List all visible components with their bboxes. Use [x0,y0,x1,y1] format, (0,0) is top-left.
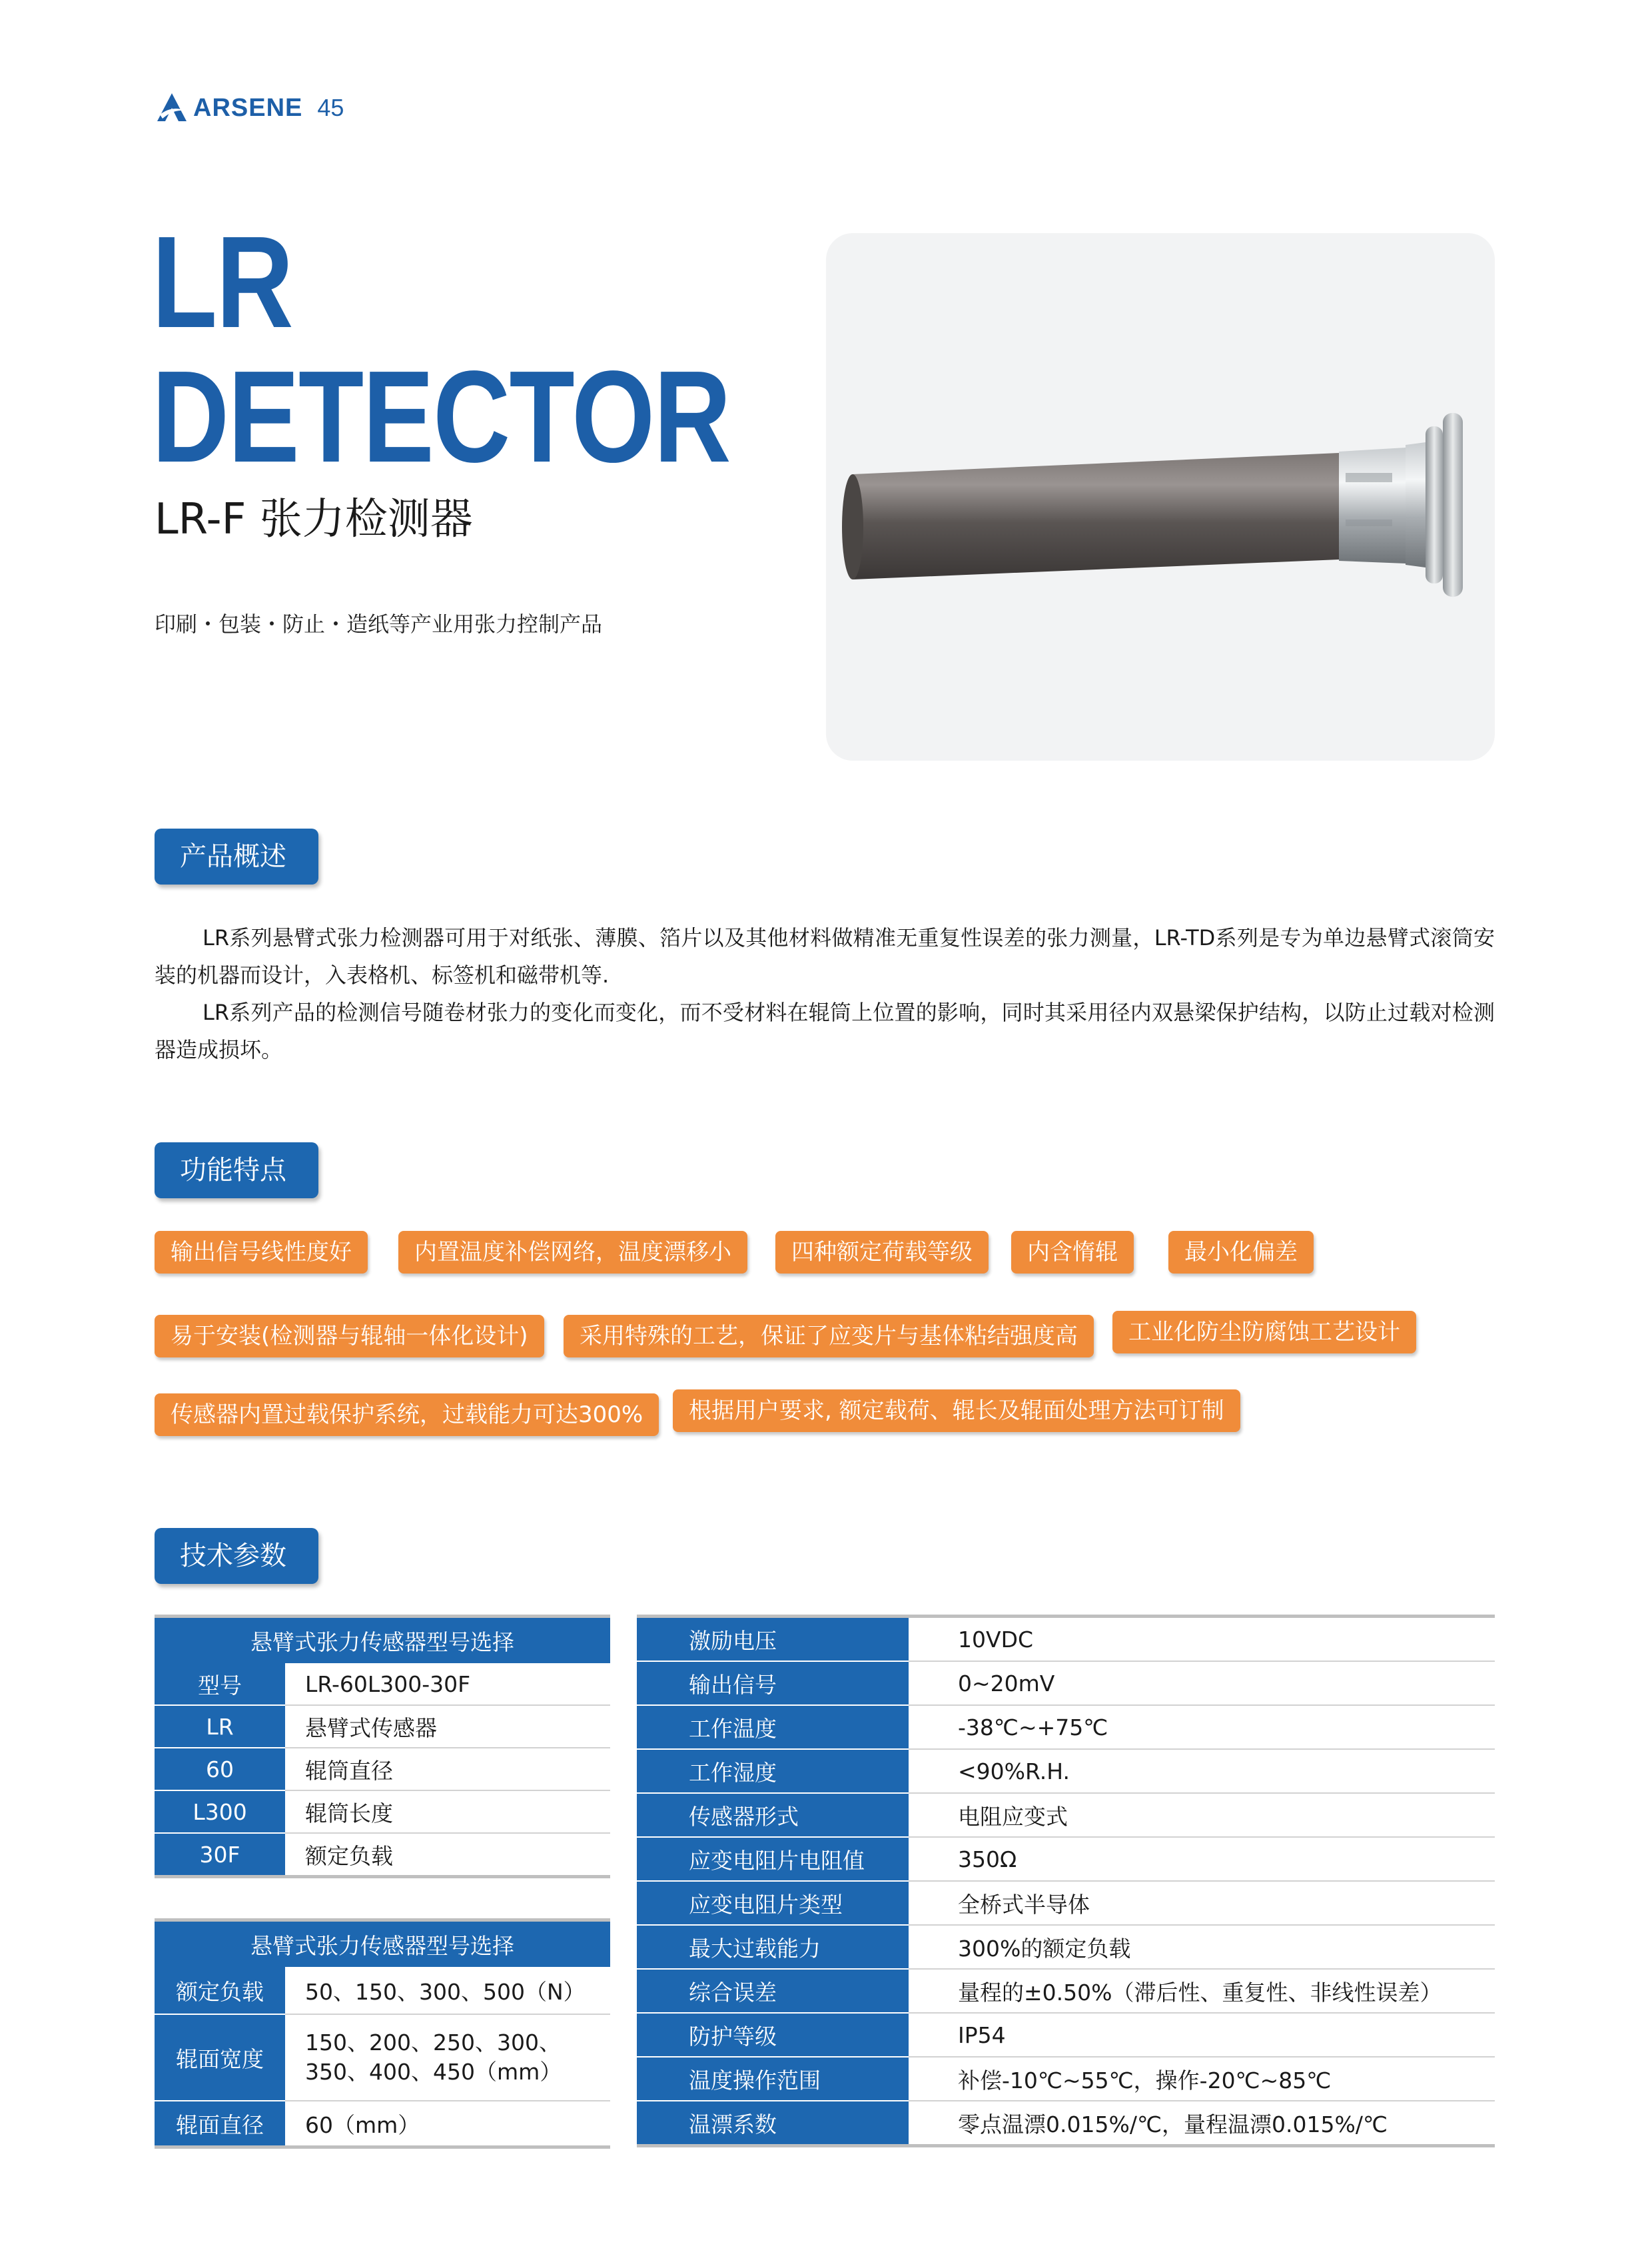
row-value: 辊筒直径 [285,1748,610,1790]
arsene-logo-icon [155,91,189,125]
spec-key: 综合误差 [637,1969,909,2013]
row-value-line-1: 150、200、250、300、 [305,2030,561,2055]
spec-value: 300%的额定负载 [909,1925,1495,1969]
feature-tag: 根据用户要求, 额定载荷、辊长及辊面处理方法可订制 [673,1389,1240,1432]
product-subtitle: LR-F 张力检测器 [155,495,473,544]
table-row [637,1837,1495,1881]
table-row [155,1663,610,1705]
product-photo [826,233,1495,761]
spec-key: 防护等级 [637,2013,909,2057]
table-row [637,1705,1495,1749]
row-key: 辊面直径 [155,2101,285,2147]
table-row [637,1793,1495,1837]
header [155,91,344,125]
feature-tag: 工业化防尘防腐蚀工艺设计 [1112,1311,1416,1353]
row-key: L300 [155,1790,285,1833]
spec-value: 量程的±0.50%（滞后性、重复性、非线性误差） [909,1969,1495,2013]
spec-value: IP54 [909,2013,1495,2057]
table-row [637,2057,1495,2101]
spec-value: 350Ω [909,1837,1495,1881]
row-value: 60（mm） [285,2101,610,2147]
row-value: 额定负载 [285,1833,610,1877]
row-value-line-2: 350、400、450（mm） [305,2059,562,2085]
application-fields: 印刷・包装・防止・造纸等产业用张力控制产品 [155,611,603,637]
row-key: 型号 [155,1663,285,1705]
spec-key: 输出信号 [637,1661,909,1705]
table-row [637,1925,1495,1969]
options-table [155,1918,610,2149]
model-code-table [155,1615,610,1878]
row-value [285,2014,610,2101]
table-row [637,1617,1495,1662]
spec-value: 零点温漂0.015%/℃，量程温漂0.015%/℃ [909,2101,1495,2146]
spec-value: <90%R.H. [909,1749,1495,1793]
table-row [637,1881,1495,1925]
spec-key: 工作温度 [637,1705,909,1749]
feature-tag: 易于安装(检测器与辊轴一体化设计) [155,1315,544,1357]
spec-key: 激励电压 [637,1617,909,1662]
table-header: 悬臂式张力传感器型号选择 [155,1617,610,1664]
spec-key: 最大过载能力 [637,1925,909,1969]
tension-detector-image [826,233,1495,761]
table-row [155,1967,610,2014]
row-key: 额定负载 [155,1967,285,2014]
feature-tag: 最小化偏差 [1168,1231,1314,1274]
brand-name: ARSENE [193,93,303,122]
table-row [155,2014,610,2101]
spec-key: 温漂系数 [637,2101,909,2146]
row-key: 辊面宽度 [155,2014,285,2101]
row-value: 辊筒长度 [285,1790,610,1833]
table-row [155,2101,610,2147]
table-row [155,1790,610,1833]
row-key: 60 [155,1748,285,1790]
spec-value: 电阻应变式 [909,1793,1495,1837]
table-row [637,2101,1495,2146]
spec-key: 传感器形式 [637,1793,909,1837]
table-row [637,1749,1495,1793]
feature-tag: 四种额定荷载等级 [775,1231,989,1274]
section-overview-title: 产品概述 [155,829,318,885]
feature-tag: 内置温度补偿网络，温度漂移小 [398,1231,747,1274]
row-value: LR-60L300-30F [285,1663,610,1705]
product-title-line2: DETECTOR [152,344,730,490]
row-value: 50、150、300、500（N） [285,1967,610,2014]
spec-value: 补偿-10℃~55℃，操作-20℃~85℃ [909,2057,1495,2101]
page-number: 45 [317,94,344,121]
spec-key: 温度操作范围 [637,2057,909,2101]
overview-paragraph-2: LR系列产品的检测信号随卷材张力的变化而变化，而不受材料在辊筒上位置的影响，同时其采用径内双悬梁保护结构，以防止过载对检测器造成损坏。 [155,1000,1495,1062]
feature-tag: 内含惰辊 [1011,1231,1134,1274]
row-key: LR [155,1705,285,1748]
feature-tag: 输出信号线性度好 [155,1231,368,1274]
section-specs-title: 技术参数 [155,1528,318,1584]
section-features-title: 功能特点 [155,1142,318,1198]
overview-paragraph-1: LR系列悬臂式张力检测器可用于对纸张、薄膜、箔片以及其他材料做精准无重复性误差的张力测量，LR-TD系列是专为单边悬臂式滚筒安装的机器而设计，入表格机、标签机和磁带机等. [155,925,1495,988]
feature-tag: 传感器内置过载保护系统，过载能力可达300% [155,1393,659,1436]
spec-value: 10VDC [909,1617,1495,1662]
spec-key: 应变电阻片类型 [637,1881,909,1925]
row-value: 悬臂式传感器 [285,1705,610,1748]
table-header: 悬臂式张力传感器型号选择 [155,1920,610,1968]
spec-value: -38℃~+75℃ [909,1705,1495,1749]
table-row [155,1748,610,1790]
specification-table [637,1615,1495,2147]
table-row [637,2013,1495,2057]
table-row [637,1661,1495,1705]
product-title-line1: LR [152,209,292,355]
spec-value: 0~20mV [909,1661,1495,1705]
feature-tag: 采用特殊的工艺，保证了应变片与基体粘结强度高 [564,1315,1094,1357]
spec-key: 应变电阻片电阻值 [637,1837,909,1881]
spec-value: 全桥式半导体 [909,1881,1495,1925]
spec-key: 工作湿度 [637,1749,909,1793]
row-key: 30F [155,1833,285,1877]
table-row [637,1969,1495,2013]
table-row [155,1833,610,1877]
table-row [155,1705,610,1748]
